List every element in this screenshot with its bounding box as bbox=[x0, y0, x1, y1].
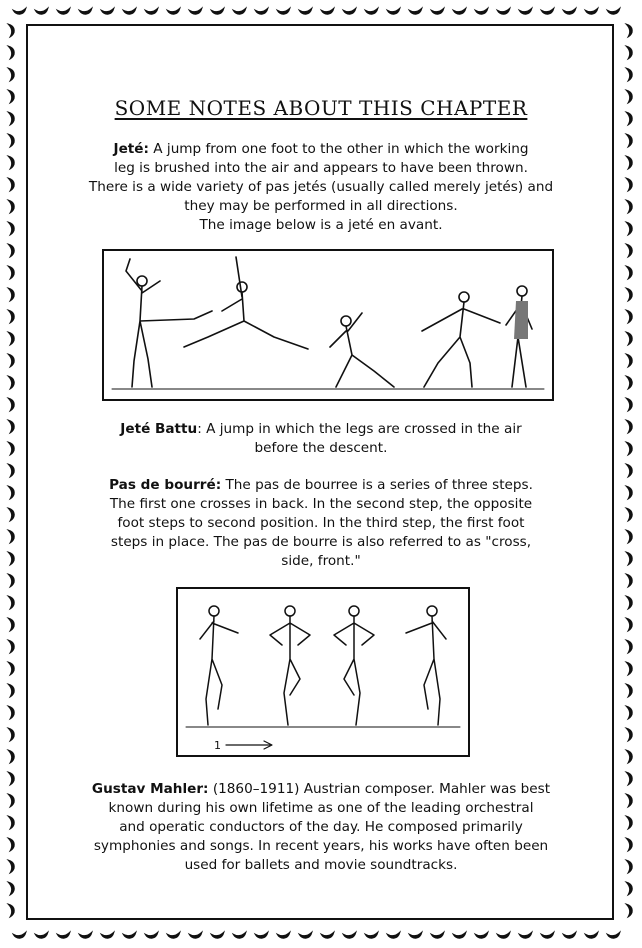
ribbon-twist bbox=[8, 442, 14, 455]
ribbon-twist bbox=[101, 8, 114, 14]
jete-line-3: There is a wide variety of pas jetés (usually called merely jetés) and bbox=[88, 179, 554, 195]
ribbon-twist bbox=[626, 354, 632, 367]
ribbon-twist bbox=[277, 8, 290, 14]
pas-de-bourre-line-3: foot steps to second position. In the third step, the first foot bbox=[117, 515, 525, 531]
ribbon-twist bbox=[626, 618, 632, 631]
ribbon-twist bbox=[8, 640, 14, 653]
ribbon-twist bbox=[299, 8, 312, 14]
jete-battu-line-2: before the descent. bbox=[254, 440, 388, 456]
ribbon-twist bbox=[626, 266, 632, 279]
mahler-line-3: and operatic conductors of the day. He composed primarily bbox=[119, 819, 523, 835]
ribbon-twist bbox=[626, 750, 632, 763]
pas-de-bourre-figure bbox=[176, 587, 470, 757]
pas-de-bourre-line-5: side, front." bbox=[281, 553, 361, 569]
ribbon-twist bbox=[299, 932, 312, 938]
ribbon-twist bbox=[8, 420, 14, 433]
ribbon-twist bbox=[277, 932, 290, 938]
jete-paragraph bbox=[44, 140, 598, 235]
ribbon-twist bbox=[8, 706, 14, 719]
ribbon-twist bbox=[8, 882, 14, 895]
ribbon-twist bbox=[541, 932, 554, 938]
ribbon-twist bbox=[626, 222, 632, 235]
ribbon-twist bbox=[626, 376, 632, 389]
jete-line-4: they may be performed in all directions. bbox=[184, 198, 458, 214]
mahler-line-2: known during his own lifetime as one of the leading orchestral bbox=[108, 800, 534, 816]
ribbon-twist bbox=[8, 244, 14, 257]
ribbon-twist bbox=[8, 46, 14, 59]
ribbon-twist bbox=[8, 860, 14, 873]
ribbon-twist bbox=[626, 486, 632, 499]
ribbon-twist bbox=[8, 288, 14, 301]
ribbon-twist bbox=[233, 8, 246, 14]
ribbon-twist bbox=[8, 662, 14, 675]
ribbon-twist bbox=[497, 8, 510, 14]
ribbon-twist bbox=[8, 530, 14, 543]
ribbon-twist bbox=[8, 398, 14, 411]
ribbon-twist bbox=[626, 332, 632, 345]
ribbon-twist bbox=[8, 750, 14, 763]
ribbon-twist bbox=[8, 508, 14, 521]
ribbon-twist bbox=[8, 904, 14, 917]
ribbon-twist bbox=[387, 932, 400, 938]
ribbon-twist bbox=[8, 486, 14, 499]
ribbon-twist bbox=[365, 8, 378, 14]
ribbon-twist bbox=[8, 332, 14, 345]
ribbon-twist bbox=[626, 816, 632, 829]
ribbon-twist bbox=[626, 574, 632, 587]
ribbon-twist bbox=[409, 932, 422, 938]
ribbon-twist bbox=[541, 8, 554, 14]
ribbon-twist bbox=[387, 8, 400, 14]
ribbon-twist bbox=[8, 772, 14, 785]
ribbon-twist bbox=[8, 178, 14, 191]
ribbon-twist bbox=[8, 354, 14, 367]
ribbon-twist bbox=[321, 8, 334, 14]
ribbon-twist bbox=[453, 8, 466, 14]
ribbon-twist bbox=[431, 932, 444, 938]
ribbon-twist bbox=[409, 8, 422, 14]
ribbon-twist bbox=[145, 932, 158, 938]
mahler-line-4: symphonies and songs. In recent years, his works have often been bbox=[93, 838, 549, 854]
ribbon-twist bbox=[453, 932, 466, 938]
ribbon-twist bbox=[211, 8, 224, 14]
ribbon-twist bbox=[585, 932, 598, 938]
ribbon-twist bbox=[626, 838, 632, 851]
ribbon-twist bbox=[626, 68, 632, 81]
ribbon-twist bbox=[365, 932, 378, 938]
jete-figure bbox=[102, 249, 554, 401]
ribbon-twist bbox=[79, 8, 92, 14]
ribbon-twist bbox=[626, 772, 632, 785]
ribbon-twist bbox=[8, 200, 14, 213]
ribbon-twist bbox=[343, 8, 356, 14]
ribbon-twist bbox=[8, 838, 14, 851]
jete-term: Jeté: bbox=[113, 141, 149, 157]
jete-illustration bbox=[104, 251, 552, 399]
ribbon-twist bbox=[626, 596, 632, 609]
ribbon-twist bbox=[626, 662, 632, 675]
ribbon-twist bbox=[8, 222, 14, 235]
mahler-line-1: (1860–1911) Austrian composer. Mahler was best bbox=[208, 781, 551, 797]
ribbon-twist bbox=[585, 8, 598, 14]
ribbon-twist bbox=[497, 932, 510, 938]
ribbon-twist bbox=[626, 684, 632, 697]
ribbon-twist bbox=[35, 8, 48, 14]
ribbon-twist bbox=[626, 882, 632, 895]
ribbon-twist bbox=[35, 932, 48, 938]
ribbon-twist bbox=[431, 8, 444, 14]
ribbon-twist bbox=[626, 706, 632, 719]
jete-battu-paragraph bbox=[44, 420, 598, 458]
ribbon-twist bbox=[255, 8, 268, 14]
ribbon-twist bbox=[8, 68, 14, 81]
ribbon-twist bbox=[626, 46, 632, 59]
ribbon-twist bbox=[13, 8, 26, 14]
ribbon-twist bbox=[167, 8, 180, 14]
ribbon-twist bbox=[8, 24, 14, 37]
ribbon-twist bbox=[626, 728, 632, 741]
ribbon-twist bbox=[233, 932, 246, 938]
ribbon-twist bbox=[8, 816, 14, 829]
ribbon-twist bbox=[475, 8, 488, 14]
pas-de-bourre-line-1: The pas de bourree is a series of three steps. bbox=[221, 477, 533, 493]
ribbon-twist bbox=[189, 8, 202, 14]
ribbon-twist bbox=[8, 464, 14, 477]
jete-battu-term: Jeté Battu bbox=[120, 421, 198, 437]
ribbon-twist bbox=[626, 794, 632, 807]
ribbon-twist bbox=[626, 310, 632, 323]
pas-de-bourre-paragraph bbox=[44, 476, 598, 571]
ribbon-twist bbox=[626, 508, 632, 521]
ribbon-twist bbox=[167, 932, 180, 938]
ribbon-twist bbox=[626, 156, 632, 169]
pas-de-bourre-line-4: steps in place. The pas de bourre is also referred to as "cross, bbox=[110, 534, 532, 550]
ribbon-twist bbox=[626, 134, 632, 147]
pas-de-bourre-term: Pas de bourré: bbox=[109, 477, 222, 493]
ribbon-twist bbox=[123, 8, 136, 14]
jete-line-2: leg is brushed into the air and appears to have been thrown. bbox=[114, 160, 528, 176]
ribbon-twist bbox=[145, 8, 158, 14]
figure2-step-label: 1 bbox=[214, 739, 221, 752]
ribbon-twist bbox=[626, 288, 632, 301]
ribbon-twist bbox=[57, 8, 70, 14]
ribbon-twist bbox=[8, 156, 14, 169]
ribbon-twist bbox=[8, 310, 14, 323]
ribbon-twist bbox=[519, 8, 532, 14]
ribbon-twist bbox=[626, 640, 632, 653]
ribbon-twist bbox=[8, 618, 14, 631]
ribbon-twist bbox=[626, 530, 632, 543]
ribbon-twist bbox=[8, 552, 14, 565]
ribbon-twist bbox=[8, 134, 14, 147]
ribbon-twist bbox=[626, 442, 632, 455]
ribbon-twist bbox=[8, 794, 14, 807]
jete-line-5: The image below is a jeté en avant. bbox=[199, 217, 443, 233]
ribbon-twist bbox=[101, 932, 114, 938]
ribbon-twist bbox=[626, 904, 632, 917]
ribbon-twist bbox=[626, 200, 632, 213]
ribbon-twist bbox=[607, 932, 620, 938]
pas-de-bourre-illustration bbox=[178, 589, 468, 755]
ribbon-twist bbox=[626, 244, 632, 257]
ribbon-twist bbox=[57, 932, 70, 938]
ribbon-twist bbox=[8, 596, 14, 609]
mahler-paragraph bbox=[44, 780, 598, 875]
ribbon-twist bbox=[626, 178, 632, 191]
ribbon-twist bbox=[563, 8, 576, 14]
ribbon-twist bbox=[475, 932, 488, 938]
mahler-term: Gustav Mahler: bbox=[91, 781, 209, 797]
ribbon-twist bbox=[189, 932, 202, 938]
ribbon-twist bbox=[626, 398, 632, 411]
page-title: SOME NOTES ABOUT THIS CHAPTER bbox=[114, 96, 528, 120]
ribbon-twist bbox=[211, 932, 224, 938]
pas-de-bourre-line-2: The first one crosses in back. In the second step, the opposite bbox=[109, 496, 533, 512]
ribbon-twist bbox=[8, 376, 14, 389]
ribbon-twist bbox=[8, 728, 14, 741]
ribbon-twist bbox=[626, 464, 632, 477]
ribbon-twist bbox=[8, 574, 14, 587]
ribbon-twist bbox=[255, 932, 268, 938]
ribbon-twist bbox=[123, 932, 136, 938]
ribbon-twist bbox=[626, 552, 632, 565]
ribbon-twist bbox=[8, 266, 14, 279]
mahler-line-5: used for ballets and movie soundtracks. bbox=[184, 857, 458, 873]
ribbon-twist bbox=[563, 932, 576, 938]
jete-line-1: A jump from one foot to the other in which the working bbox=[153, 141, 529, 157]
ribbon-twist bbox=[321, 932, 334, 938]
ribbon-twist bbox=[8, 684, 14, 697]
ribbon-twist bbox=[519, 932, 532, 938]
jete-battu-line-1: : A jump in which the legs are crossed in the air bbox=[197, 421, 522, 437]
ribbon-twist bbox=[626, 420, 632, 433]
ribbon-twist bbox=[626, 860, 632, 873]
ribbon-twist bbox=[79, 932, 92, 938]
ribbon-twist bbox=[626, 24, 632, 37]
ribbon-twist bbox=[607, 8, 620, 14]
ribbon-twist bbox=[343, 932, 356, 938]
ribbon-twist bbox=[13, 932, 26, 938]
